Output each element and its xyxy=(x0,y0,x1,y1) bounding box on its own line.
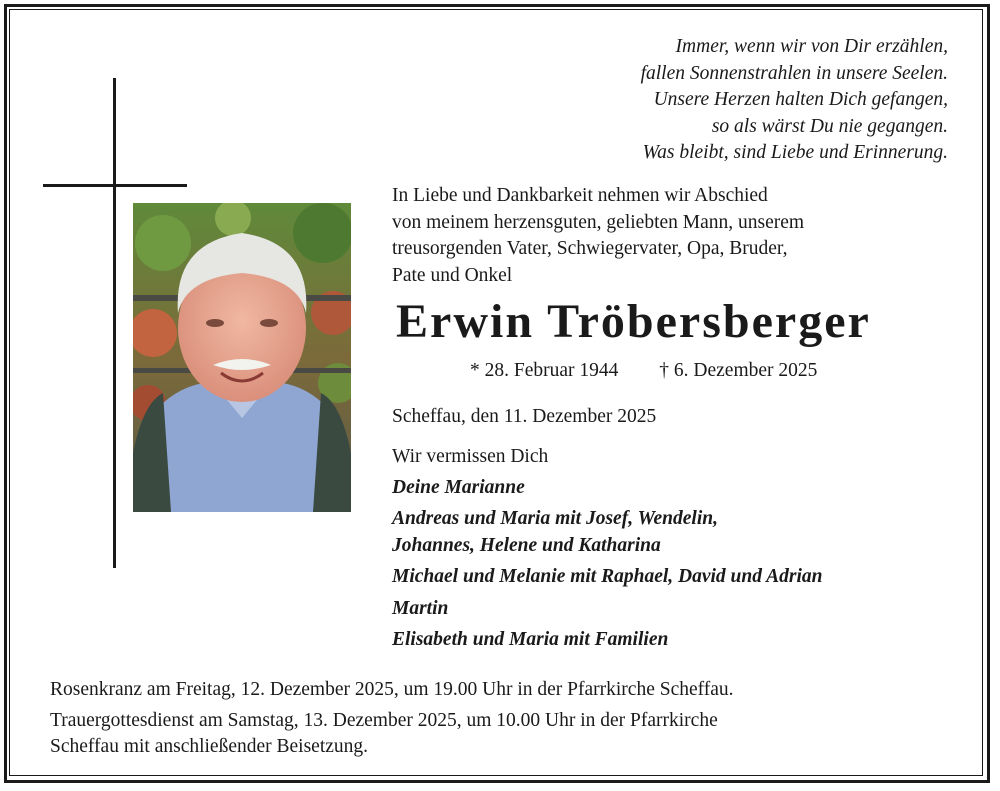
cross-horizontal-bar xyxy=(43,184,187,187)
deceased-name: Erwin Tröbersberger xyxy=(396,295,871,348)
mourner-group xyxy=(392,564,952,591)
mourner-line: Johannes, Helene und Katharina xyxy=(392,534,661,556)
mourner-group xyxy=(392,627,952,654)
funeral-info-line: Trauergottesdienst am Samstag, 13. Dezember 2025, um 10.00 Uhr in der Pfarrkirche xyxy=(50,709,718,731)
place-and-date: Scheffau, den 11. Dezember 2025 xyxy=(392,406,657,427)
intro-line: Pate und Onkel xyxy=(392,264,513,286)
poem xyxy=(488,34,948,167)
poem-line: Unsere Herzen halten Dich gefangen, xyxy=(653,89,948,110)
life-dates xyxy=(470,360,950,382)
portrait-illustration xyxy=(133,203,351,512)
mourner-group xyxy=(392,506,952,559)
mourner-line: Michael und Melanie mit Raphael, David und Adrian xyxy=(392,566,823,587)
rosary-info: Rosenkranz am Freitag, 12. Dezember 2025, um 19.00 Uhr in der Pfarrkirche Scheffau. xyxy=(50,679,734,700)
service-info xyxy=(50,677,950,761)
intro-line: von meinem herzensguten, geliebten Mann, unserem xyxy=(392,211,805,233)
mourner-line: Elisabeth und Maria mit Familien xyxy=(392,629,669,650)
death-date: † 6. Dezember 2025 xyxy=(659,360,818,381)
funeral-info-line: Scheffau mit anschließender Beisetzung. xyxy=(50,736,369,757)
mourners-lead: Wir vermissen Dich xyxy=(392,446,549,467)
poem-line: so als wärst Du nie gegangen. xyxy=(711,115,948,137)
birth-date: * 28. Februar 1944 xyxy=(470,360,619,381)
intro-line: treusorgenden Vater, Schwiegervater, Opa, Bruder, xyxy=(392,238,788,259)
mourner-line: Martin xyxy=(392,597,449,619)
portrait-photo xyxy=(133,203,351,512)
mourners-list xyxy=(392,444,952,659)
mourner-line: Andreas und Maria mit Josef, Wendelin, xyxy=(392,508,718,529)
intro-line: In Liebe und Dankbarkeit nehmen wir Abschied xyxy=(392,185,768,206)
poem-line: fallen Sonnenstrahlen in unsere Seelen. xyxy=(640,62,948,84)
farewell-intro xyxy=(392,183,952,289)
poem-line: Immer, wenn wir von Dir erzählen, xyxy=(675,36,948,57)
mourner-group xyxy=(392,475,952,502)
mourner-line: Deine Marianne xyxy=(392,476,525,498)
poem-line: Was bleibt, sind Liebe und Erinnerung. xyxy=(642,142,948,163)
mourner-group xyxy=(392,596,952,623)
cross-vertical-bar xyxy=(113,78,116,568)
